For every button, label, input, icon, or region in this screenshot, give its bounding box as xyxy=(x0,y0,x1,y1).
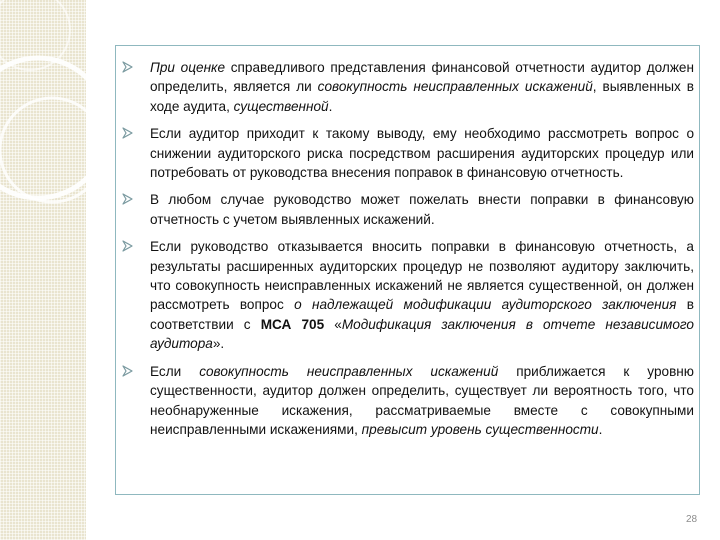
bullet-text-segment: превысит уровень существенности xyxy=(361,421,599,437)
bullet-list xyxy=(118,58,694,439)
bullet-item xyxy=(118,124,694,182)
bullet-text-segment: При оценке xyxy=(150,60,226,75)
bullet-text-segment: МСА 705 xyxy=(260,316,325,332)
bullet-text-segment: Если руководство отказывается вносить поправки в финансовую отчетность, а результаты расширенных аудиторских процедур не позволяют аудитору заключить, что совокупность неисправленных искажений не является существенной, он должен рассмотреть вопрос xyxy=(150,239,694,313)
bullet-text-segment: . xyxy=(598,421,603,437)
bullet-text-segment: совокупность неисправленных искажений xyxy=(317,79,593,95)
bullet-text-segment: . xyxy=(328,98,333,114)
bullet-text-segment: о надлежащей модификации аудиторского заключения xyxy=(294,297,677,313)
bullet-text-segment: , выявленных в ходе аудита, xyxy=(150,79,694,114)
bullet-text-segment: ». xyxy=(212,336,225,352)
bullet-text-segment: существенной xyxy=(233,98,329,114)
bullet-text-segment: Если xyxy=(150,363,200,379)
bullet-text-segment: совокупность неисправленных искажений xyxy=(199,363,499,379)
bullet-text-segment: в соответствии с xyxy=(150,297,694,332)
arrowhead-bullet-icon xyxy=(122,193,133,205)
bullet-text-segment: приближается к уровню существенности, аудитор должен определить, существует ли вероятность того, что необнаруженные искажения, рассматриваемые вместе с совокупными неисправленными искажениями, xyxy=(150,363,694,437)
bullet-item xyxy=(118,237,694,353)
arrowhead-bullet-icon xyxy=(122,127,133,139)
arrowhead-bullet-icon xyxy=(122,61,133,73)
arrowhead-bullet-icon xyxy=(122,365,133,377)
bullet-text-segment: В любом случае руководство может пожелать внести поправки в финансовую отчетность с учетом выявленных искажений. xyxy=(150,192,694,227)
bullet-text-segment: Если аудитор приходит к такому выводу, ему необходимо рассмотреть вопрос о снижении аудиторского риска посредством расширения аудиторских процедур или потребовать от руководства внесения поправок в финансовую отчетность. xyxy=(150,126,694,181)
page-number: 28 xyxy=(686,514,698,525)
bullet-item xyxy=(118,362,694,440)
bullet-text-segment: справедливого представления финансовой отчетности аудитор должен определить, является ли xyxy=(150,60,694,95)
bullet-text-segment: Модификация заключения в отчете независимого аудитора xyxy=(150,316,694,352)
arrowhead-bullet-icon xyxy=(122,240,133,252)
bullet-item xyxy=(118,190,694,229)
bullet-text-segment: « xyxy=(324,316,342,332)
decorative-arcs xyxy=(0,0,86,540)
bullet-item xyxy=(118,58,694,116)
